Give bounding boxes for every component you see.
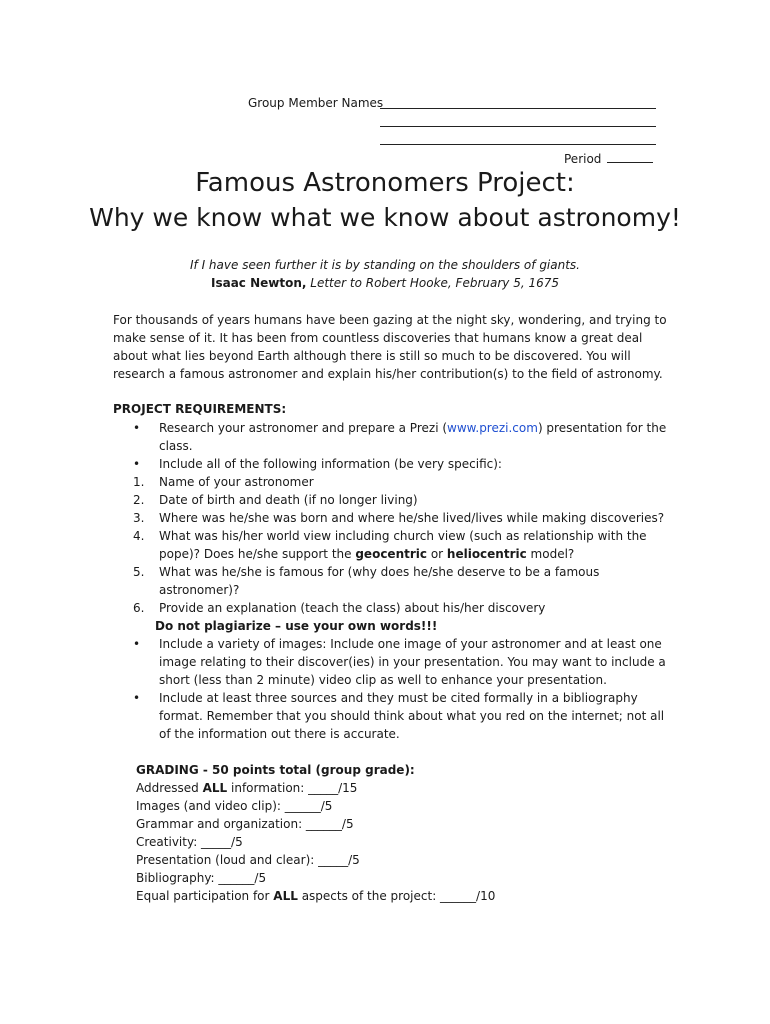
list-item-research [113,419,673,455]
grading-row-images: Images (and video clip): ______/5 [136,799,333,813]
prezi-link[interactable]: www.prezi.com [447,421,538,435]
list-item-text: astronomer)? [159,583,240,597]
numbered-item-1 [113,473,673,491]
newton-quote: If I have seen further it is by standing on the shoulders of giants. [190,258,580,272]
plagiarism-note: Do not plagiarize – use your own words!!! [155,619,438,633]
n4-end: model? [526,547,575,561]
grading-row-presentation: Presentation (loud and clear): _____/5 [136,853,360,867]
requirements-heading: PROJECT REQUIREMENTS: [113,402,287,416]
page-subtitle: Why we know what we know about astronomy! [89,203,681,232]
list-item-text: of the information out there is accurate. [159,727,400,741]
number-marker: 6. [133,601,145,615]
list-item-text: Date of birth and death (if no longer living) [159,493,418,507]
list-item-include [113,455,673,473]
grading-text: Addressed [136,781,203,795]
n4-or: or [427,547,447,561]
bullet-marker: • [133,421,141,435]
numbered-item-6 [113,599,673,617]
name-blank-line-2 [380,126,656,127]
quote-citation: Letter to Robert Hooke, February 5, 1675 [310,276,559,290]
bullet-marker: • [133,637,141,651]
requirements-list [113,419,673,743]
grading-row-grammar: Grammar and organization: ______/5 [136,817,354,831]
quote-author: Isaac Newton, [211,276,307,290]
grading-row-creativity: Creativity: _____/5 [136,835,243,849]
number-marker: 1. [133,475,145,489]
list-item-text: image relating to their discover(ies) in your presentation. You may want to include a [159,655,666,669]
list-item-text: What was he/she is famous for (why does he/she deserve to be a famous [159,565,600,579]
intro-paragraph [113,311,667,383]
intro-line: make sense of it. It has been from countless discoveries that humans know a great deal [113,331,643,345]
bullet-marker: • [133,457,141,471]
grading-emphasis: ALL [202,781,228,795]
group-names-row [248,94,668,112]
group-names-block [248,94,668,166]
number-marker: 4. [133,529,145,543]
grading-text: Equal participation for [136,889,274,903]
grading-emphasis: ALL [273,889,298,903]
numbered-item-2 [113,491,673,509]
group-names-label: Group Member Names [248,96,384,110]
group-names-row-3 [248,130,668,148]
grading-row-participation [136,887,495,905]
grading-text: aspects of the project: ______/10 [297,889,496,903]
page-title: Famous Astronomers Project: [195,168,575,198]
n4-text: pope)? Does he/she support the [159,547,356,561]
list-item-text: What was his/her world view including church view (such as relationship with the [159,529,647,543]
period-blank-line [607,150,653,163]
list-item-text [159,545,673,563]
list-item-images [113,635,673,689]
list-item-text: short (less than 2 minute) video clip as well to enhance your presentation. [159,673,607,687]
list-item-sources [113,689,673,743]
name-blank-line-1 [380,108,656,109]
number-marker: 2. [133,493,145,507]
grading-section [136,761,495,905]
research-text-end: ) presentation for the [537,421,667,435]
list-item-text: class. [159,439,193,453]
grading-row-bibliography: Bibliography: ______/5 [136,871,267,885]
name-blank-line-3 [380,144,656,145]
quote-source [0,276,770,290]
grading-heading: GRADING - 50 points total (group grade): [136,763,415,777]
intro-line: For thousands of years humans have been gazing at the night sky, wondering, and trying to [113,313,667,327]
numbered-item-4 [113,527,673,563]
intro-line: about what lies beyond Earth although there is still so much to be discovered. You will [113,349,631,363]
group-names-row-2 [248,112,668,130]
list-item-text: Name of your astronomer [159,475,314,489]
list-item-text [159,419,673,437]
list-item-text: format. Remember that you should think about what you red on the internet; not all [159,709,665,723]
period-row [564,150,653,168]
list-item-text: Where was he/she was born and where he/she lived/lives while making discoveries? [159,511,665,525]
research-text: Research your astronomer and prepare a Prezi ( [159,421,448,435]
numbered-item-5 [113,563,673,599]
heliocentric-term: heliocentric [446,547,527,561]
list-item-text: Provide an explanation (teach the class) about his/her discovery [159,601,546,615]
number-marker: 3. [133,511,145,525]
list-item-text: Include all of the following information (be very specific): [159,457,502,471]
grading-text: information: _____/15 [227,781,358,795]
intro-line: research a famous astronomer and explain his/her contribution(s) to the field of astronomy. [113,367,663,381]
list-item-text: Include a variety of images: Include one image of your astronomer and at least one [159,637,662,651]
list-item-text: Include at least three sources and they must be cited formally in a bibliography [159,691,638,705]
numbered-item-3 [113,509,673,527]
geocentric-term: geocentric [355,547,427,561]
period-label: Period [564,152,602,166]
bullet-marker: • [133,691,141,705]
number-marker: 5. [133,565,145,579]
grading-row-information [136,779,495,797]
